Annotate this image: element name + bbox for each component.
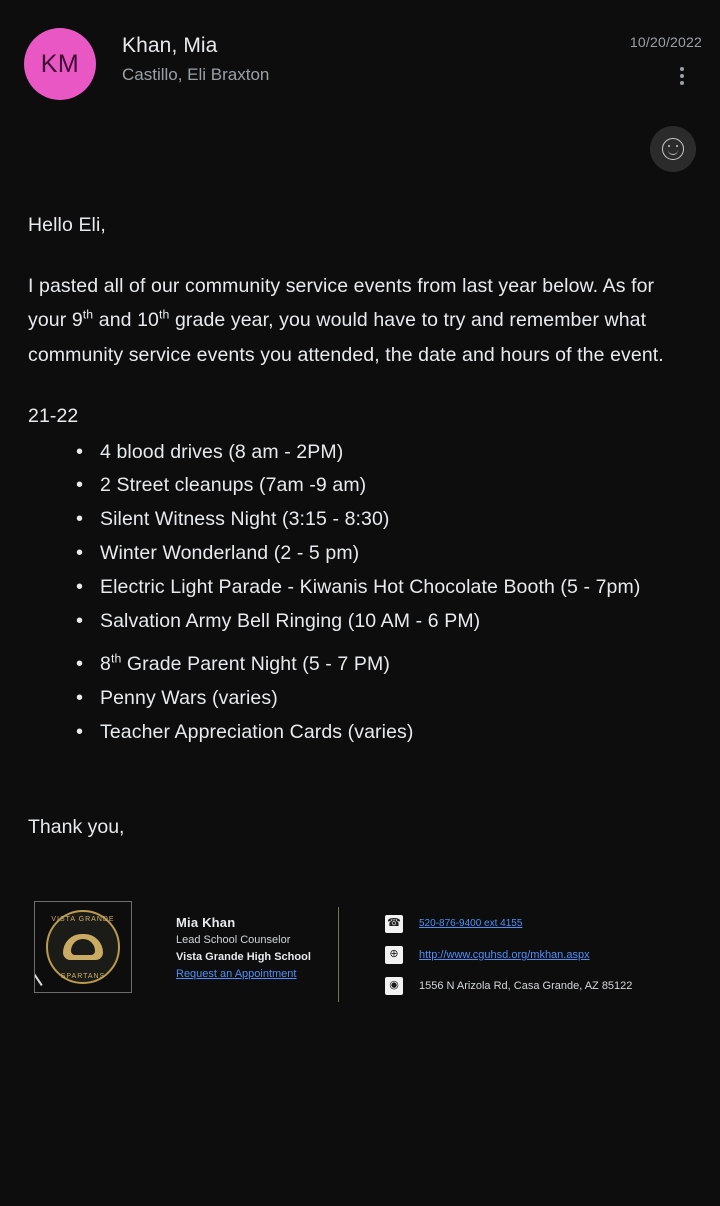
intro-paragraph [28,269,692,373]
event-8th-part-1: 8 [100,653,111,676]
event-8th-part-2: Grade Parent Night (5 - 7 PM) [121,653,390,676]
signature-text-block [176,901,338,982]
mailing-address: 1556 N Arizola Rd, Casa Grande, AZ 85122 [419,979,633,992]
reaction-row [0,112,720,172]
message-body [0,172,720,750]
avatar: KM [24,28,96,100]
signature-divider [338,907,339,1002]
ordinal-suffix-8th: th [110,651,122,666]
list-item: • Teacher Appreciation Cards (varies) [72,716,692,750]
intro-part-1: I pasted all of our community service events from last year below. As for your 9 [28,274,655,332]
crest-text-top: VISTA GRANDE [51,915,115,923]
signature-title: Lead School Counselor [176,933,291,946]
greeting-text: Hello Eli, [28,214,106,236]
smiley-face-icon [662,138,684,160]
signature-contacts [385,901,692,1008]
intro-part-3: grade year, you would have to try and remember what community service events you attended, the date and hours of the event. [28,309,664,367]
email-signature [0,901,720,1008]
contact-row-website [385,946,692,964]
request-appointment-link[interactable]: Request an Appointment [176,967,297,980]
kebab-menu-icon[interactable] [670,64,694,88]
ordinal-suffix-10th: th [159,307,170,322]
phone-icon: ☎ [385,915,403,933]
contact-row-phone [385,915,692,933]
globe-icon: ⊕ [385,946,403,964]
events-list [28,436,692,750]
recipient-name[interactable]: Castillo, Eli Braxton [122,65,270,85]
phone-number[interactable]: 520-876-9400 ext 4155 [419,918,523,930]
list-item: • Winter Wonderland (2 - 5 pm) [72,537,692,571]
crest-text-bottom: SPARTANS [60,972,106,980]
list-item-8th-grade-parent-night [72,648,692,682]
spartan-helmet-icon [63,934,103,960]
message-date: 10/20/2022 [629,34,702,50]
list-item: • 2 Street cleanups (7am -9 am) [72,469,692,503]
list-item: • Silent Witness Night (3:15 - 8:30) [72,503,692,537]
list-item: • 4 blood drives (8 am - 2PM) [72,436,692,470]
year-label: 21-22 [28,404,79,427]
signature-school: Vista Grande High School [176,950,311,963]
signature-name: Mia Khan [176,914,236,930]
sender-name: Khan, Mia [122,34,218,57]
closing-text: Thank you, [28,815,125,838]
header-right-block [630,22,702,88]
add-reaction-button[interactable] [650,126,696,172]
spartan-crest-logo [34,901,132,993]
ordinal-suffix-9th: th [82,307,94,322]
message-header [0,0,720,112]
contact-row-address [385,977,692,995]
list-item: • Salvation Army Bell Ringing (10 AM - 6 PM) [72,605,692,639]
header-text-block [122,22,630,88]
location-pin-icon: ◉ [385,977,403,995]
list-item: • Penny Wars (varies) [72,682,692,716]
website-url[interactable]: http://www.cguhsd.org/mkhan.aspx [419,948,590,961]
list-item: • Electric Light Parade - Kiwanis Hot Chocolate Booth (5 - 7pm) [72,571,692,605]
intro-part-2: and 10 [93,309,159,332]
